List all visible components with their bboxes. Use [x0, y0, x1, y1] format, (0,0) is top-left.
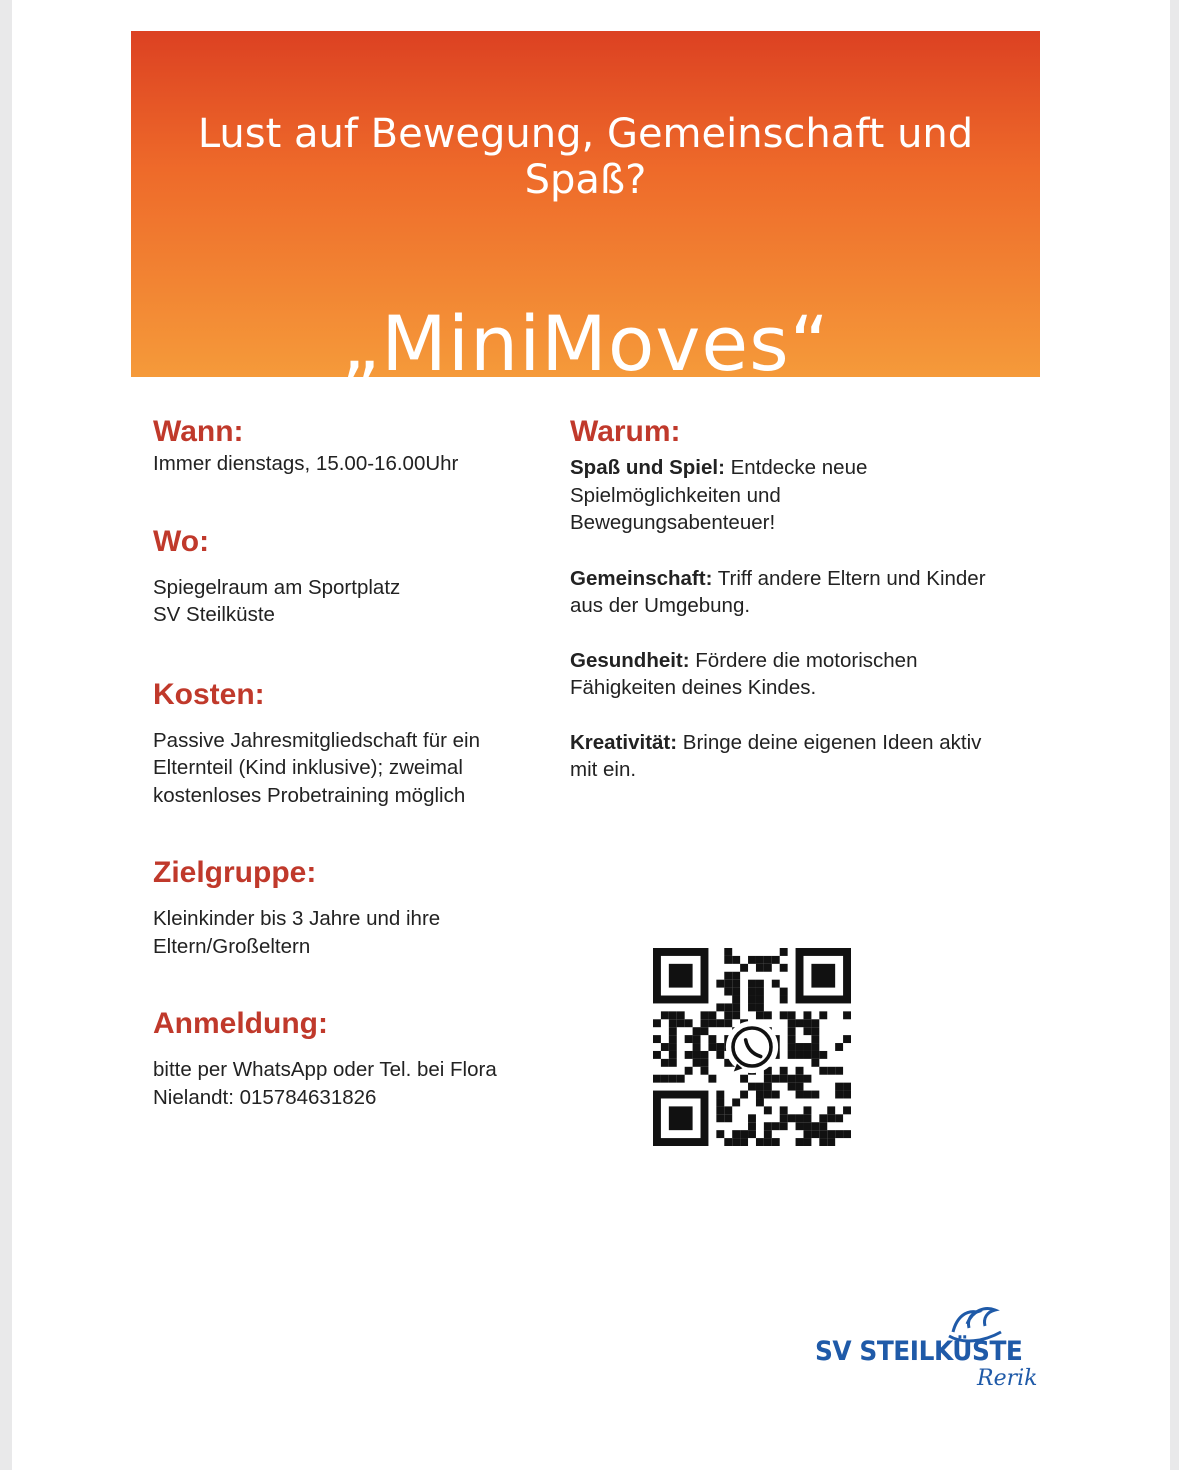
kosten-heading: Kosten:: [153, 677, 265, 711]
benefit-text: Fördere die motorischen Fähigkeiten deines Kindes.: [570, 648, 918, 699]
banner-subtitle: Lust auf Bewegung, Gemeinschaft und Spaß?: [197, 111, 974, 203]
benefit-item: [570, 454, 990, 537]
wann-text: Immer dienstags, 15.00-16.00Uhr: [153, 452, 459, 475]
club-logo: [815, 1300, 1075, 1396]
benefit-label: Gemeinschaft:: [570, 566, 713, 590]
benefits-column: [570, 414, 990, 784]
benefit-item: [570, 647, 990, 702]
benefit-text: Entdecke neue Spielmöglichkeiten und Bewegungsabenteuer!: [570, 456, 868, 534]
banner-title: „MiniMoves“: [340, 299, 831, 388]
benefit-label: Spaß und Spiel:: [570, 456, 725, 479]
benefit-label: Gesundheit:: [570, 648, 690, 672]
benefit-text: Triff andere Eltern und Kinder aus der Umgebung.: [570, 566, 986, 617]
anmeldung-heading: Anmeldung:: [153, 1007, 328, 1040]
wann-heading: Wann:: [153, 415, 244, 448]
kosten-text: Passive Jahresmitgliedschaft für ein Elternteil (Kind inklusive); zweimal kostenloses Probetraining möglich: [153, 728, 481, 807]
anmeldung-text: bitte per WhatsApp oder Tel. bei Flora Nielandt: 015784631826: [153, 1058, 497, 1109]
benefit-item: [570, 729, 990, 784]
club-location: Rerik: [977, 1366, 1038, 1391]
info-column: [153, 414, 543, 1111]
header-banner: [131, 31, 1040, 388]
club-name: SV STEILKÜSTE: [815, 1336, 1023, 1367]
zielgruppe-heading: Zielgruppe:: [153, 856, 317, 889]
whatsapp-icon: [726, 1021, 778, 1073]
wo-heading: Wo:: [153, 524, 210, 558]
benefit-item: [570, 565, 990, 620]
whatsapp-qr-code[interactable]: [653, 948, 851, 1146]
wo-text: Spiegelraum am Sportplatz SV Steilküste: [153, 575, 401, 626]
benefit-label: Kreativität:: [570, 730, 678, 754]
benefit-text: Bringe deine eigenen Ideen aktiv mit ein.: [570, 730, 982, 781]
warum-heading: Warum:: [570, 415, 681, 448]
zielgruppe-text: Kleinkinder bis 3 Jahre und ihre Eltern/Großeltern: [153, 907, 441, 958]
